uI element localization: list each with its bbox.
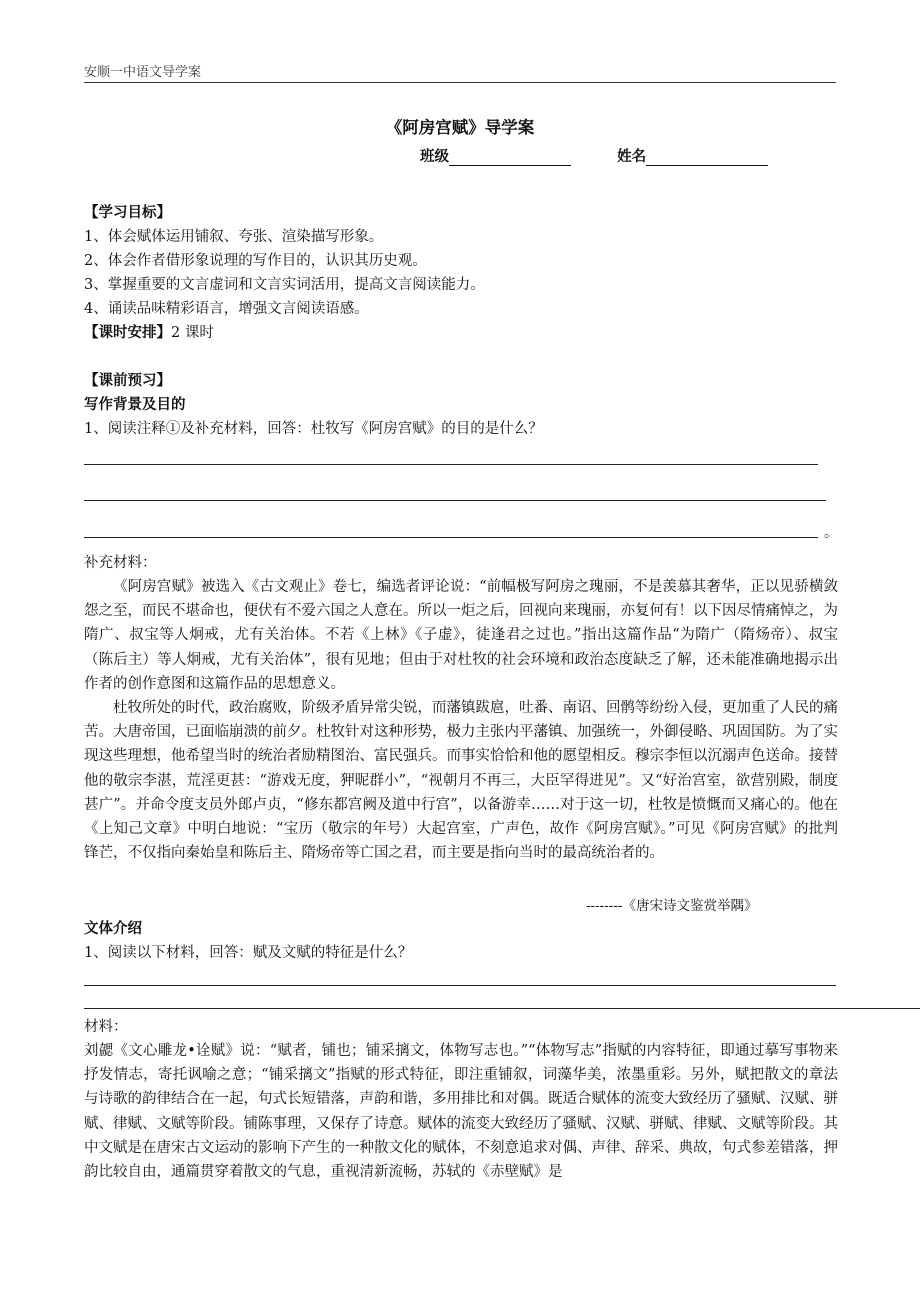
- objectives-heading: 【学习目标】: [84, 205, 171, 221]
- answer-end-mark: 。: [824, 525, 839, 541]
- material-text: 刘勰《文心雕龙•诠赋》说：“赋者，铺也；铺采摛文，体物写志也。”“体物写志”指赋的内容特征，即通过摹写事物来抒发情志，寄托讽喻之意；“铺采摛文”指赋的形式特征，即注重铺叙，词藻华美，浓墨重彩。另外，赋把散文的章法与诗歌的韵律结合在一起，句式长短错落，声韵和谐，多用排比和对偶。既适合赋体的流变大致经历了骚赋、汉赋、骈赋、律赋、文赋等阶段。铺陈事理，又保存了诗意。赋体的流变大致经历了骚赋、汉赋、骈赋、律赋、文赋等阶段。其中文赋是在唐宋古文运动的影响下产生的一种散文化的赋体，不刻意追求对偶、声律、辞采、典故，句式参差错落，押韵比较自由，通篇贯穿着散文的气息，重视清新流畅，苏轼的《赤壁赋》是: [84, 1043, 838, 1181]
- preview-question: 1、阅读注释①及补充材料，回答：杜牧写《阿房宫赋》的目的是什么？: [84, 421, 543, 437]
- name-blank[interactable]: [646, 149, 768, 166]
- supplement-label: 补充材料：: [84, 555, 157, 571]
- class-name-row: [420, 145, 768, 166]
- answer-line[interactable]: [84, 500, 826, 501]
- genre-question: 1、阅读以下材料，回答：赋及文赋的特征是什么？: [84, 945, 413, 961]
- material-label: 材料：: [84, 1019, 128, 1035]
- schedule-label: 【课时安排】: [84, 325, 171, 341]
- genre-heading: 文体介绍: [84, 921, 142, 937]
- schedule-value: 2 课时: [171, 325, 214, 341]
- background-subheading: 写作背景及目的: [84, 397, 186, 413]
- answer-line[interactable]: [84, 985, 836, 986]
- class-blank[interactable]: [449, 149, 571, 166]
- answer-line[interactable]: [84, 464, 818, 465]
- objective-item: 3、掌握重要的文言虚词和文言实词活用，提高文言阅读能力。: [84, 277, 485, 293]
- objective-item: 1、体会赋体运用铺叙、夸张、渲染描写形象。: [84, 229, 384, 245]
- page-title: 《阿房宫赋》导学案: [385, 118, 535, 137]
- class-label: 班级: [420, 149, 449, 165]
- objective-item: 2、体会作者借形象说理的写作目的，认识其历史观。: [84, 253, 427, 269]
- schedule-row: [84, 321, 214, 345]
- page-header: 安顺一中语文导学案: [84, 64, 836, 83]
- answer-line[interactable]: [84, 1008, 920, 1009]
- supplement-paragraph: 《阿房宫赋》被选入《古文观止》卷七，编选者评论说：“前幅极写阿房之瑰丽，不是羡慕其奢华，正以见骄横敛怨之至，而民不堪命也，便伏有不爱六国之人意在。所以一炬之后，回视向来瑰丽，亦复何有！以下因尽情痛悼之，为隋广、叔宝等人炯戒，尤有关治体。不若《上林》《子虚》，徒逢君之过也。”指出这篇作品“为隋广（隋炀帝）、叔宝（陈后主）等人炯戒，尤有关治体”，很有见地；但由于对杜牧的社会环境和政治态度缺乏了解，还未能准确地揭示出作者的创作意图和这篇作品的思想意义。: [84, 579, 838, 692]
- supplement-text: [84, 575, 838, 865]
- name-label: 姓名: [617, 149, 647, 165]
- supplement-paragraph: 杜牧所处的时代，政治腐败，阶级矛盾异常尖锐，而藩镇跋扈，吐番、南诏、回鹘等纷纷入侵，更加重了人民的痛苦。大唐帝国，已面临崩溃的前夕。杜牧针对这种形势，极力主张内平藩镇、加强统一，外御侵略、巩固国防。为了实现这些理想，他希望当时的统治者励精图治、富民强兵。而事实恰恰和他的愿望相反。穆宗李恒以沉溺声色送命。接替他的敬宗李湛，荒淫更甚：“游戏无度，狎昵群小”，“视朝月不再三，大臣罕得进见”。又“好治宫室，欲营别殿，制度甚广”。并命令度支员外郎卢贞，“修东都宫阙及道中行宫”，以备游幸……对于这一切，杜牧是愤慨而又痛心的。他在《上知己文章》中明白地说：“宝历（敬宗的年号）大起宫室，广声色，故作《阿房宫赋》。”可见《阿房宫赋》的批判锋芒，不仅指向秦始皇和陈后主、隋炀帝等亡国之君，而主要是指向当时的最高统治者的。: [84, 700, 838, 862]
- preview-heading: 【课前预习】: [84, 373, 171, 389]
- answer-line[interactable]: [84, 537, 818, 538]
- source-citation: --------《唐宋诗文鉴赏举隅》: [586, 898, 758, 914]
- objective-item: 4、诵读品味精彩语言，增强文言阅读语感。: [84, 301, 369, 317]
